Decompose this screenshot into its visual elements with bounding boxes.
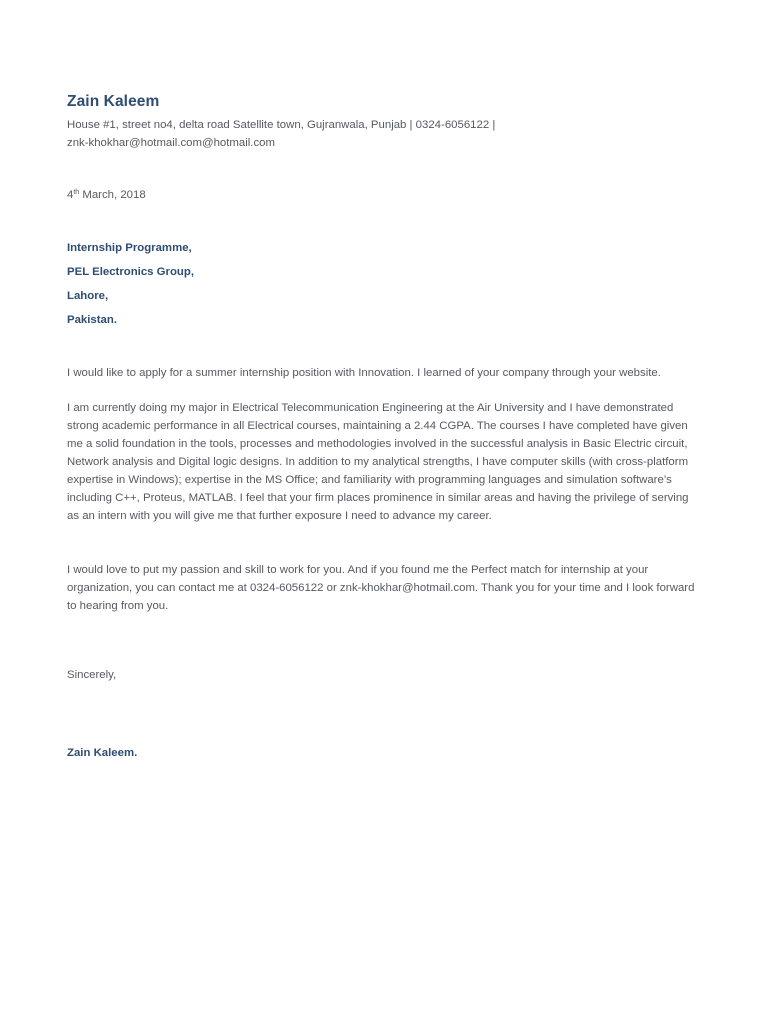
body-paragraph-closing: I would love to put my passion and skill to work for you. And if you found me the Perfect match for internship at your organization, you can contact me at 0324-6056122 or znk-khokhar@hotmail.com. Thank you for your time and I look forward to hearing from you. bbox=[67, 564, 695, 612]
date-day: 4 bbox=[67, 189, 74, 201]
recipient-line: Lahore, bbox=[67, 290, 109, 302]
letter-date bbox=[67, 189, 146, 201]
date-suffix: th bbox=[73, 189, 80, 196]
closing-salutation: Sincerely, bbox=[67, 669, 117, 681]
date-rest: March, 2018 bbox=[79, 189, 146, 201]
sender-email-line: znk-khokhar@hotmail.com@hotmail.com bbox=[67, 137, 275, 149]
recipient-line: Internship Programme, bbox=[67, 242, 192, 254]
sender-contact bbox=[67, 116, 707, 152]
recipient-line: PEL Electronics Group, bbox=[67, 266, 195, 278]
recipient-line: Pakistan. bbox=[67, 314, 118, 326]
body-paragraph-intro: I would like to apply for a summer internship position with Innovation. I learned of your company through your website. bbox=[67, 367, 661, 379]
sender-address-line: House #1, street no4, delta road Satellite town, Gujranwala, Punjab | 0324-6056122 | bbox=[67, 119, 496, 131]
body-paragraph-qualifications: I am currently doing my major in Electrical Telecommunication Engineering at the Air University and I have demonstrated strong academic performance in all Electrical courses, maintaining a 2.44 CGPA. The courses I have completed have given me a solid foundation in the tools, processes and methodologies involved in the successful analysis in Basic Electric circuit, Network analysis and Digital logic designs. In addition to my analytical strengths, I have computer skills (with cross-platform expertise in Windows); expertise in the MS Office; and familiarity with programming languages and simulation software’s including C++, Proteus, MATLAB. I feel that your firm places prominence in similar areas and having the privilege of serving as an intern with you will give me that further exposure I need to advance my career. bbox=[67, 402, 689, 522]
recipient-address bbox=[67, 240, 194, 336]
sender-name: Zain Kaleem bbox=[67, 93, 160, 110]
signature-name: Zain Kaleem. bbox=[67, 747, 138, 759]
